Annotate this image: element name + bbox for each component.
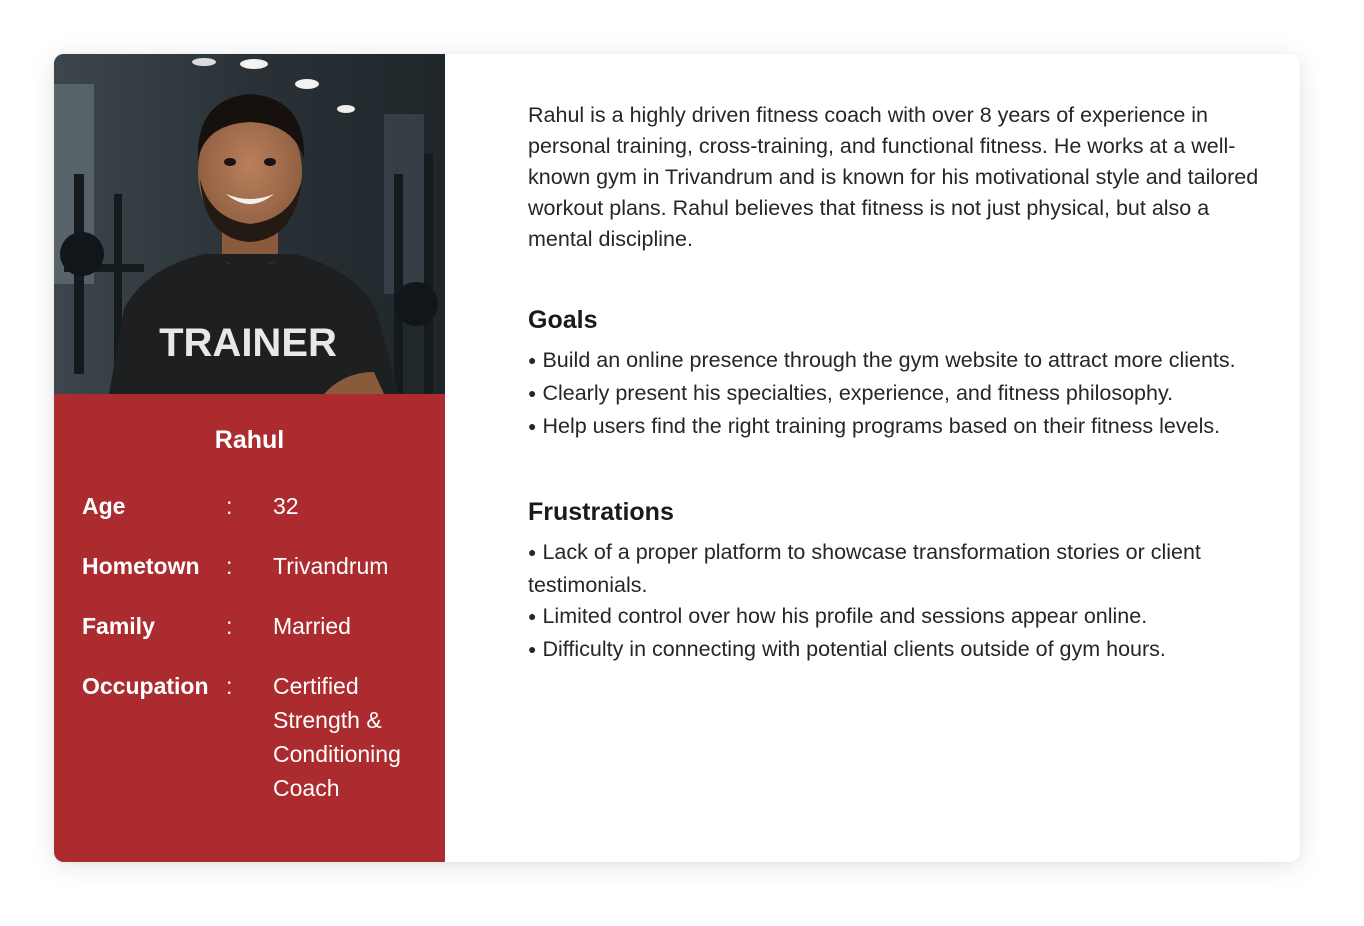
- detail-value: Married: [273, 613, 351, 639]
- detail-colon: :: [226, 553, 233, 579]
- profile-photo: [54, 54, 445, 394]
- goals-heading: Goals: [528, 306, 598, 334]
- detail-label: Hometown: [82, 553, 200, 579]
- detail-colon: :: [226, 493, 233, 519]
- detail-row-occupation: [82, 669, 432, 805]
- goal-item: ● Build an online presence through the gym website to attract more clients.: [528, 345, 1268, 378]
- profile-panel: [54, 54, 445, 862]
- detail-label: Family: [82, 613, 155, 639]
- detail-row-hometown: [82, 549, 432, 583]
- detail-row-family: [82, 609, 432, 643]
- frustration-item: ● Lack of a proper platform to showcase transformation stories or client testimonials.: [528, 537, 1268, 601]
- detail-label: Age: [82, 493, 126, 519]
- detail-colon: :: [226, 673, 233, 699]
- detail-value: Trivandrum: [273, 553, 389, 579]
- persona-content: [528, 100, 1268, 667]
- detail-value: 32: [273, 493, 299, 519]
- detail-value: Certified Strength & Conditioning Coach: [273, 673, 401, 801]
- goal-item: ● Clearly present his specialties, experience, and fitness philosophy.: [528, 378, 1268, 411]
- persona-name: Rahul: [214, 426, 285, 454]
- frustration-item: ● Limited control over how his profile and sessions appear online.: [528, 601, 1268, 634]
- goal-item: ● Help users find the right training programs based on their fitness levels.: [528, 411, 1268, 444]
- goals-list: [528, 345, 1268, 444]
- detail-label: Occupation: [82, 673, 209, 699]
- bio-text: Rahul is a highly driven fitness coach with over 8 years of experience in personal training, cross-training, and functional fitness. He works at a well-known gym in Trivandrum and is known for his motivational style and tailored workout plans. Rahul believes that fitness is not just physical, but also a mental discipline.: [528, 103, 1259, 251]
- frustrations-list: [528, 537, 1268, 667]
- persona-card: [54, 54, 1300, 862]
- frustration-item: ● Difficulty in connecting with potential clients outside of gym hours.: [528, 634, 1268, 667]
- shirt-text: TRAINER: [159, 321, 337, 365]
- frustrations-heading: Frustrations: [528, 498, 674, 526]
- persona-details: [82, 489, 432, 805]
- detail-colon: :: [226, 613, 233, 639]
- detail-row-age: [82, 489, 432, 523]
